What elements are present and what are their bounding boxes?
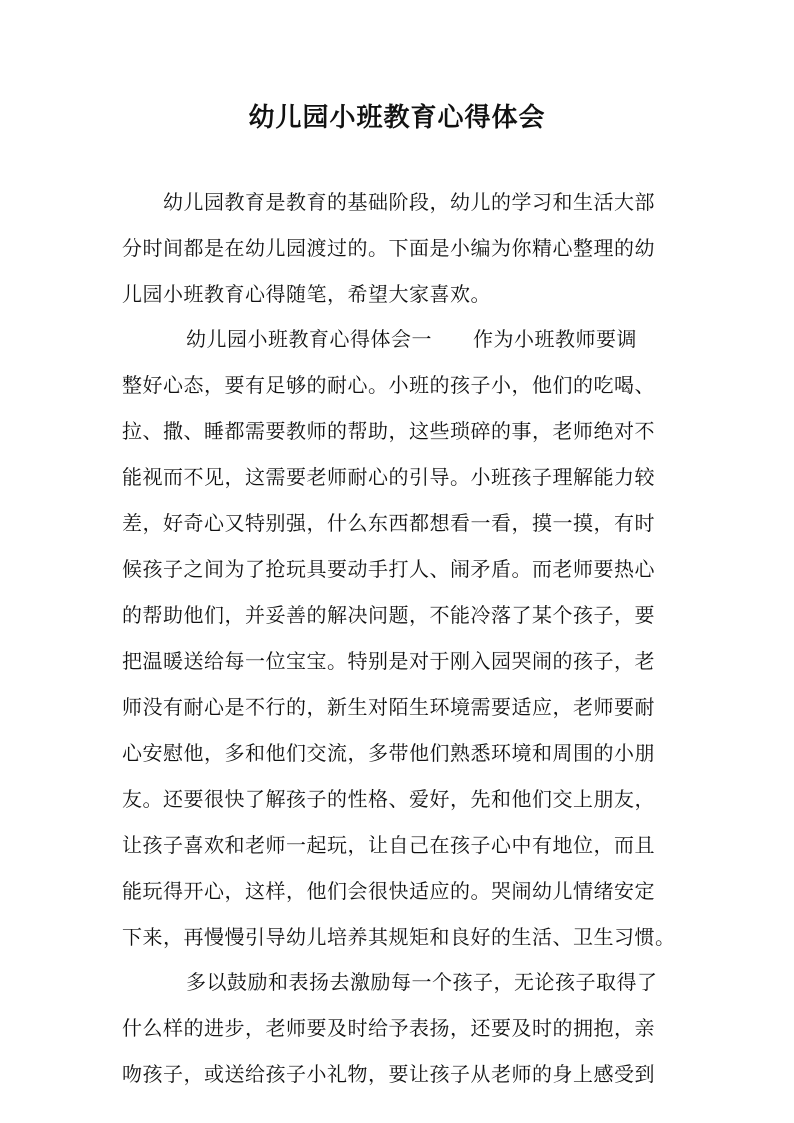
document-title: 幼儿园小班教育心得体会 [248, 103, 546, 133]
paragraph-line: 心安慰他，多和他们交流，多带他们熟悉环境和周围的小朋 [122, 741, 655, 765]
paragraph-line: 下来，再慢慢引导幼儿培养其规矩和良好的生活、卫生习惯。 [122, 925, 676, 949]
paragraph-line: 吻孩子，或送给孩子小礼物，要让孩子从老师的身上感受到 [122, 1062, 655, 1086]
paragraph-line: 儿园小班教育心得随笔，希望大家喜欢。 [122, 282, 491, 306]
paragraph-line: 拉、撒、睡都需要教师的帮助，这些琐碎的事，老师绝对不 [122, 419, 655, 443]
paragraph-line: 差，好奇心又特别强，什么东西都想看一看，摸一摸，有时 [122, 511, 655, 535]
paragraph-line: 师没有耐心是不行的，新生对陌生环境需要适应，老师要耐 [122, 695, 655, 719]
paragraph-line: 多以鼓励和表扬去激励每一个孩子，无论孩子取得了 [186, 970, 658, 994]
paragraph-line: 的帮助他们，并妥善的解决问题，不能冷落了某个孩子，要 [122, 603, 655, 627]
paragraph-line: 分时间都是在幼儿园渡过的。下面是小编为你精心整理的幼 [122, 236, 655, 260]
paragraph-line: 能玩得开心，这样，他们会很快适应的。哭闹幼儿情绪安定 [122, 879, 655, 903]
paragraph-line: 幼儿园小班教育心得体会一 作为小班教师要调 [186, 327, 637, 351]
paragraph-line: 什么样的进步，老师要及时给予表扬，还要及时的拥抱，亲 [122, 1016, 655, 1040]
paragraph-line: 幼儿园教育是教育的基础阶段，幼儿的学习和生活大部 [163, 190, 655, 214]
paragraph-line: 让孩子喜欢和老师一起玩，让自己在孩子心中有地位，而且 [122, 833, 655, 857]
paragraph-line: 能视而不见，这需要老师耐心的引导。小班孩子理解能力较 [122, 465, 655, 489]
paragraph-line: 友。还要很快了解孩子的性格、爱好，先和他们交上朋友， [122, 787, 655, 811]
paragraph-line: 把温暖送给每一位宝宝。特别是对于刚入园哭闹的孩子，老 [122, 649, 655, 673]
paragraph-line: 整好心态，要有足够的耐心。小班的孩子小，他们的吃喝、 [122, 373, 655, 397]
paragraph-line: 候孩子之间为了抢玩具要动手打人、闹矛盾。而老师要热心 [122, 557, 655, 581]
